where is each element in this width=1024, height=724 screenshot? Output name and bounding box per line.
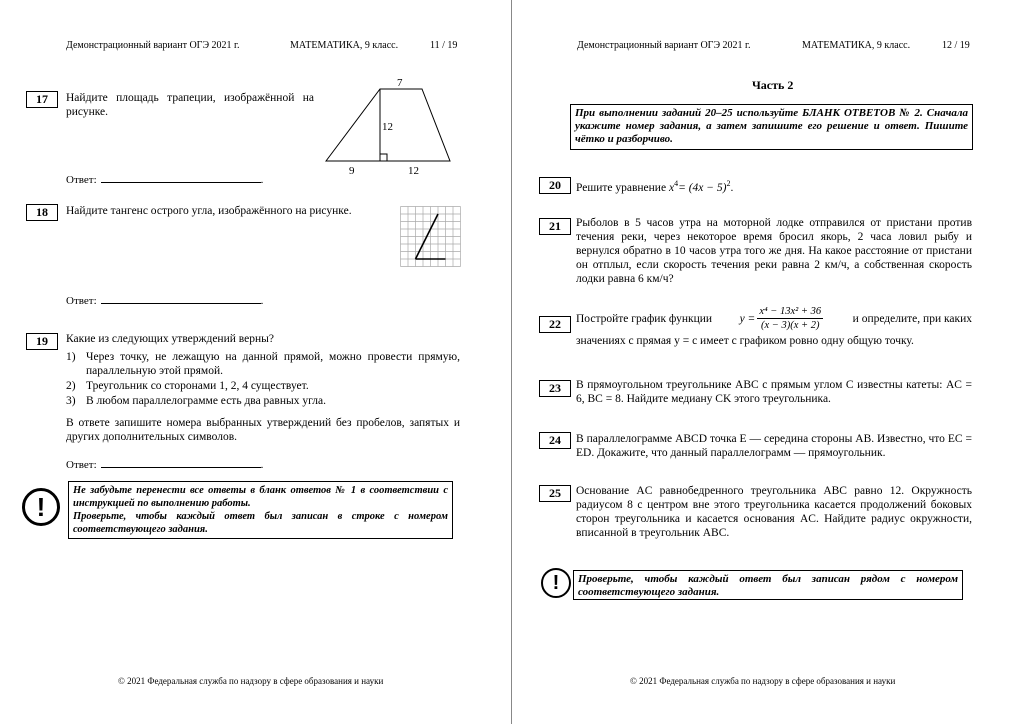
task-number-22: 22 (539, 316, 571, 333)
header-title: Демонстрационный вариант ОГЭ 2021 г. (66, 40, 240, 51)
function-fraction: $\frac{\text{x⁴ − 13x² + 36}}{(x - 3)(x + 2)}$ (759, 306, 822, 331)
right-angle-mark (380, 154, 387, 161)
task-20-text: Решите уравнение $x^4= (4x - 5)^2$. (576, 179, 734, 194)
task-number-25: 25 (539, 485, 571, 502)
statement-1: 1) Через точку, не лежащую на данной прямой, можно провести прямую, параллельную этой прямой. (66, 351, 460, 377)
page-12 (513, 0, 1024, 724)
task-24-text: В параллелограмме ABCD точка E — середина стороны AB. Известно, что EC = ED. Докажите, что данный параллелограмм — прямоугольник. (576, 433, 972, 459)
task-25-text: Основание AC равнобедренного треугольника ABC равно 12. Окружность радиусом 8 с центром вне этого треугольника касается продолжений боковых сторон треугольника и касается основания AC. Найдите радиус окружности, вписанной в треугольник ABC. (576, 485, 972, 539)
label-top: 7 (397, 77, 403, 89)
trapezoid-figure (318, 75, 458, 180)
task-number-19: 19 (26, 333, 58, 350)
task-19-instruction: В ответе запишите номера выбранных утверждений без пробелов, запятых и других дополнительных символов. (66, 417, 460, 443)
label-right-base: 12 (408, 165, 419, 177)
task-22-text: Постройте график функции y = $\frac{\text{x⁴ − 13x² + 36}}{(x - 3)(x + 2)}$ и определите, при каких значениях c прямая y = c имеет с графиком ровно одну общую точку. (576, 306, 972, 347)
footer: © 2021 Федеральная служба по надзору в сфере образования и науки (118, 676, 384, 686)
answer-label: Ответ: (66, 459, 97, 471)
grid-angle-figure (400, 206, 462, 268)
part-title: Часть 2 (752, 78, 794, 92)
header-page: 12 / 19 (942, 40, 970, 51)
answer-label: Ответ: (66, 295, 97, 307)
header-title: Демонстрационный вариант ОГЭ 2021 г. (577, 40, 751, 51)
exclamation-icon: ! (22, 488, 60, 526)
part-instruction: При выполнении заданий 20–25 используйте БЛАНК ОТВЕТОВ № 2. Сначала укажите номер задания, а затем запишите его решение и ответ. Пишите чётко и разборчиво. (570, 104, 973, 150)
header-subject: МАТЕМАТИКА, 9 класс. (290, 40, 399, 51)
answer-line[interactable] (101, 172, 261, 183)
task-18-text: Найдите тангенс острого угла, изображённого на рисунке. (66, 205, 352, 217)
task-19-statements (66, 350, 460, 408)
footer: © 2021 Федеральная служба по надзору в сфере образования и науки (630, 676, 896, 686)
answer-19: Ответ: . (66, 459, 264, 471)
label-left-base: 9 (349, 165, 355, 177)
task-number-24: 24 (539, 432, 571, 449)
header-subject: МАТЕМАТИКА, 9 класс. (802, 40, 911, 51)
answer-18: Ответ: . (66, 295, 264, 307)
task-number-17: 17 (26, 91, 58, 108)
header-page: 11 / 19 (430, 40, 458, 51)
grid-lines (401, 207, 461, 267)
exclamation-icon: ! (541, 568, 571, 598)
answer-line[interactable] (101, 293, 261, 304)
task-21-text: Рыболов в 5 часов утра на моторной лодке отправился от пристани против течения реки, через некоторое время бросил якорь, 2 часа ловил рыбу и вернулся обратно в 10 часов утра того же дня. На какое расстояние от пристани он отплыл, если скорость течения реки равна 2 км/ч, а собственная скорость лодки равна 6 км/ч? (576, 217, 972, 285)
answer-17: Ответ: . (66, 174, 264, 186)
task-number-18: 18 (26, 204, 58, 221)
answer-label: Ответ: (66, 174, 97, 186)
statement-3: 3) В любом параллелограмме есть два равных угла. (66, 395, 326, 407)
task-number-20: 20 (539, 177, 571, 194)
label-height: 12 (382, 121, 393, 133)
reminder-note: Проверьте, чтобы каждый ответ был записан рядом с номером соответствующего задания. (573, 570, 963, 600)
task-number-21: 21 (539, 218, 571, 235)
task-23-text: В прямоугольном треугольнике ABC с прямым углом C известны катеты: AC = 6, BC = 8. Найдите медиану CK этого треугольника. (576, 379, 972, 405)
answer-line[interactable] (101, 457, 261, 468)
task-19-text: Какие из следующих утверждений верны? (66, 333, 274, 345)
task-number-23: 23 (539, 380, 571, 397)
reminder-note: Не забудьте перенести все ответы в бланк ответов № 1 в соответствии с инструкцией по выполнению работы. Проверьте, чтобы каждый ответ был записан в строке с номером соответствующего задания. (68, 481, 453, 539)
task-17-text: Найдите площадь трапеции, изображённой на рисунке. (66, 92, 314, 118)
statement-2: 2) Треугольник со сторонами 1, 2, 4 существует. (66, 380, 309, 392)
